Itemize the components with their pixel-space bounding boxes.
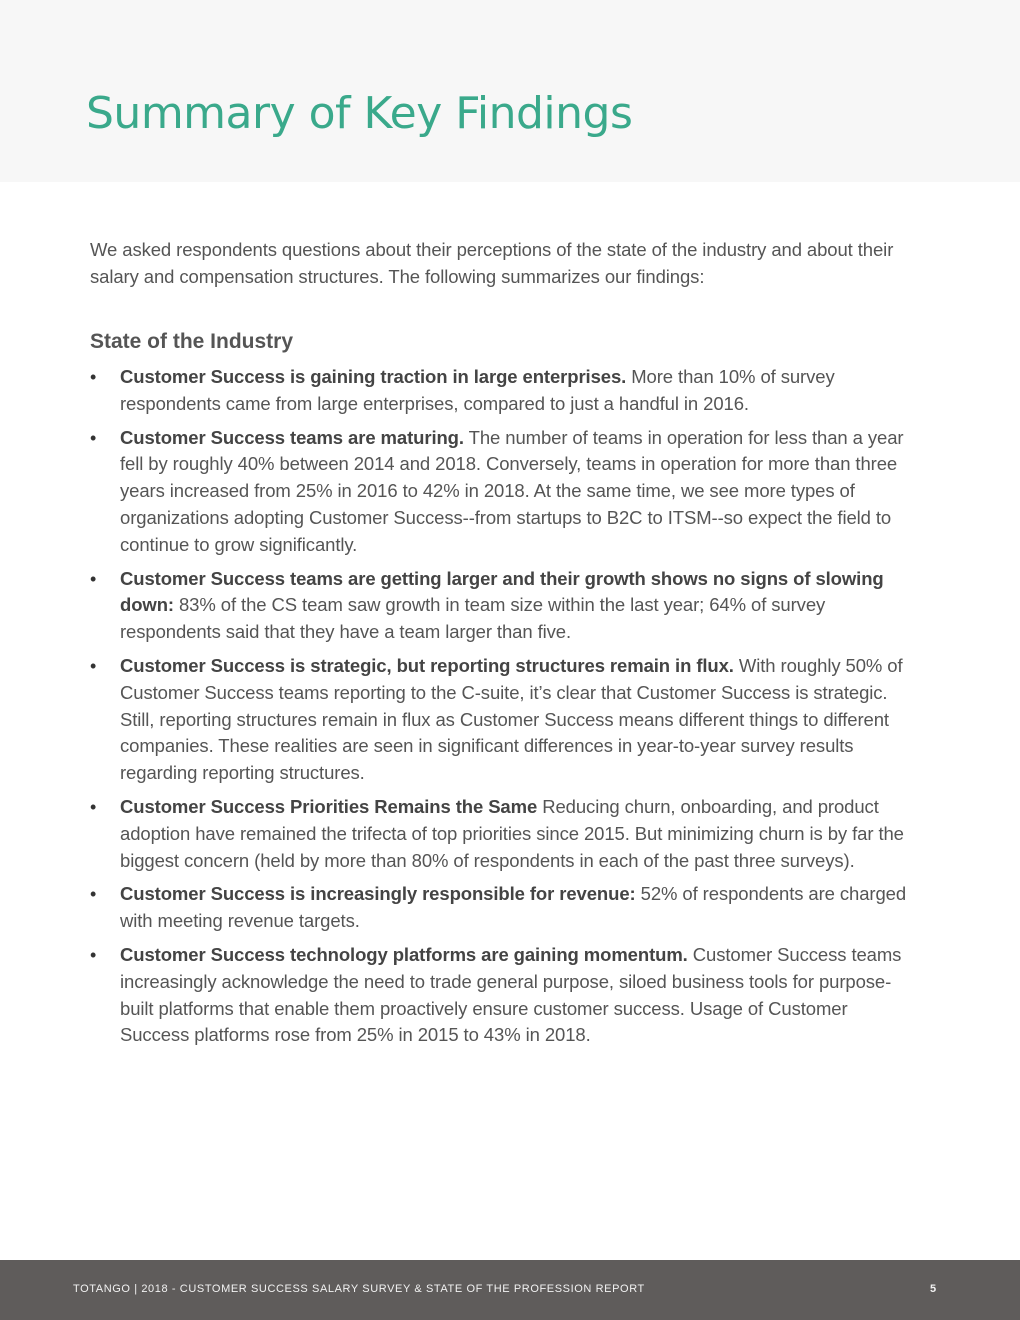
findings-list [90, 364, 914, 1056]
finding-item [90, 364, 914, 418]
finding-lead: Customer Success Priorities Remains the Same [120, 795, 538, 817]
finding-lead: Customer Success teams are getting larger and their growth shows no signs of slowing down: [120, 567, 884, 616]
finding-item [90, 653, 914, 787]
finding-body: With roughly 50% of Customer Success teams reporting to the C-suite, it’s clear that Customer Success is strategic. Still, reporting structures remain in flux as Customer Success means different things to different companies. These realities are seen in significant differences in year-to-year survey results regarding reporting structures. [120, 654, 903, 784]
page-title: Summary of Key Findings [86, 88, 633, 139]
bullet-icon: • [90, 884, 97, 905]
finding-item [90, 881, 914, 935]
finding-body: More than 10% of survey respondents came from large enterprises, compared to just a handful in 2016. [120, 366, 835, 414]
bullet-icon: • [90, 796, 97, 817]
finding-lead: Customer Success is increasingly responsible for revenue: [120, 883, 636, 905]
finding-lead: Customer Success is gaining traction in large enterprises. [120, 366, 627, 387]
finding-body: Reducing churn, onboarding, and product adoption have remained the trifecta of top priorities since 2015. But minimizing churn is by far the biggest concern (held by more than 80% of respondents in each of the past three surveys). [120, 795, 904, 871]
finding-item [90, 425, 914, 559]
finding-item [90, 566, 914, 646]
finding-lead: Customer Success technology platforms are gaining momentum. [120, 943, 688, 965]
finding-item [90, 794, 914, 874]
finding-body: 83% of the CS team saw growth in team size within the last year; 64% of survey respondents said that they have a team larger than five. [120, 594, 826, 643]
bullet-icon: • [90, 568, 97, 589]
finding-body: The number of teams in operation for less than a year fell by roughly 40% between 2014 and 2018. Conversely, teams in operation for more than three years increased from 25% in 2016 to 42% in 2018. At the same time, we see more types of organizations adopting Customer Success--from startups to B2C to ITSM--so expect the field to continue to grow significantly. [120, 426, 904, 555]
finding-body: 52% of respondents are charged with meeting revenue targets. [120, 883, 907, 932]
bullet-icon: • [90, 655, 97, 676]
footer-bar [0, 1260, 1020, 1320]
bullet-icon: • [90, 944, 97, 965]
intro-paragraph: We asked respondents questions about their perceptions of the state of the industry and about their salary and compensation structures. The following summarizes our findings: [90, 239, 894, 287]
section-heading: State of the Industry [90, 330, 294, 353]
finding-lead: Customer Success is strategic, but reporting structures remain in flux. [120, 654, 734, 676]
finding-body: Customer Success teams increasingly acknowledge the need to trade general purpose, siloed business tools for purpose-built platforms that enable them proactively ensure customer success. Usage of Customer Success platforms rose from 25% in 2015 to 43% in 2018. [120, 943, 902, 1046]
finding-lead: Customer Success teams are maturing. [120, 426, 464, 448]
header-band [0, 0, 1020, 182]
footer-text: TOTANGO | 2018 - CUSTOMER SUCCESS SALARY SURVEY & STATE OF THE PROFESSION REPORT [73, 1283, 645, 1295]
bullet-icon: • [90, 427, 97, 448]
page-number: 5 [930, 1283, 937, 1295]
bullet-icon: • [90, 367, 97, 387]
finding-item [90, 942, 914, 1049]
